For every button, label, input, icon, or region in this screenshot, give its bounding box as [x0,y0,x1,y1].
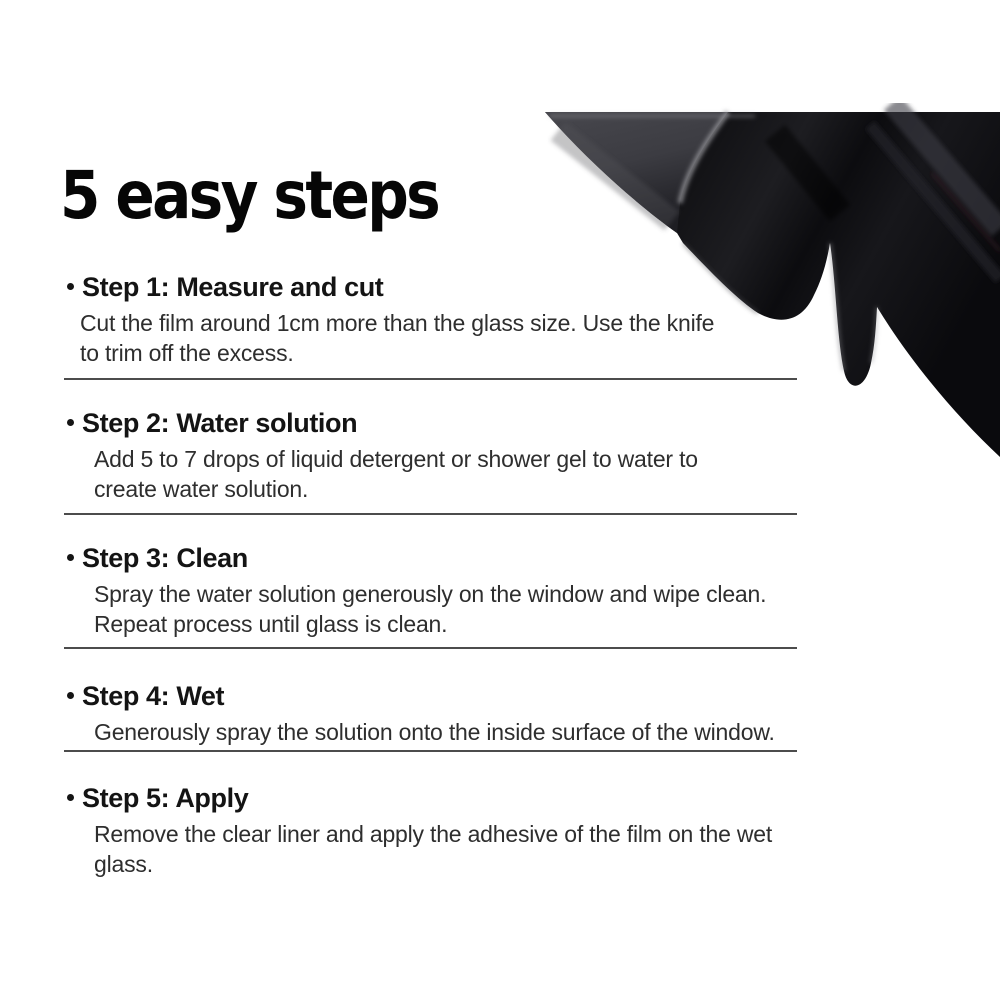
step-item-5 [64,782,864,879]
step-heading: Step 2: Water solution [82,408,358,438]
bullet-icon [67,554,74,561]
step-item-3 [64,542,864,639]
step-body-line: Repeat process until glass is clean. [94,611,448,637]
step-item-2 [64,407,864,504]
step-body-line: glass. [94,851,153,877]
bullet-icon [67,692,74,699]
step-body-line: Spray the water solution generously on the window and wipe clean. [94,581,767,607]
bullet-icon [67,419,74,426]
step-heading: Step 5: Apply [82,783,249,813]
divider [64,378,797,380]
step-body-line: Add 5 to 7 drops of liquid detergent or shower gel to water to [94,446,698,472]
step-item-4 [64,680,864,747]
divider [64,513,797,515]
bullet-icon [67,283,74,290]
divider [64,647,797,649]
step-body-line: Generously spray the solution onto the inside surface of the window. [94,719,775,745]
step-body-line: Remove the clear liner and apply the adhesive of the film on the wet [94,821,773,847]
step-body-line: create water solution. [94,476,309,502]
bullet-icon [67,794,74,801]
page-title: 5 easy steps [60,157,439,234]
step-heading: Step 1: Measure and cut [82,272,384,302]
step-heading: Step 4: Wet [82,681,225,711]
divider [64,750,797,752]
step-body-line: Cut the film around 1cm more than the glass size. Use the knife [80,310,715,336]
step-body-line: to trim off the excess. [80,340,294,366]
step-item-1 [64,271,864,368]
step-heading: Step 3: Clean [82,543,248,573]
